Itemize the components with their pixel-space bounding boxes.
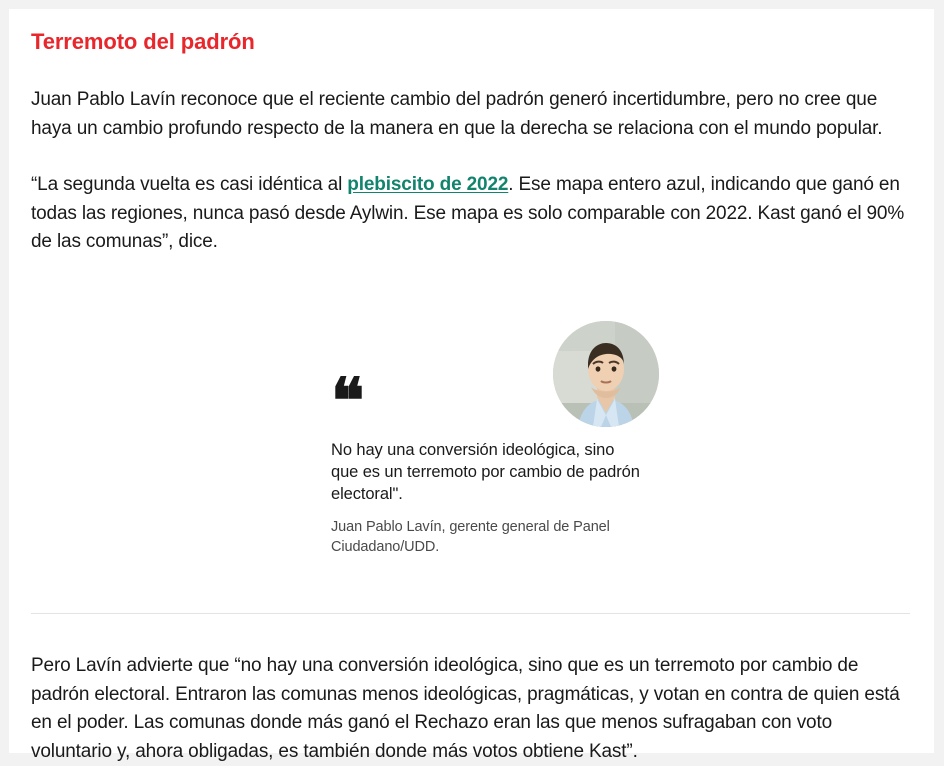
page-title: Terremoto del padrón — [31, 29, 255, 54]
page-left-gutter — [0, 0, 9, 753]
section-divider — [31, 613, 910, 614]
pullquote-attribution: Juan Pablo Lavín, gerente general de Panel Ciudadano/UDD. — [331, 518, 610, 555]
page-right-gutter — [934, 0, 944, 753]
article-paragraph-1: Juan Pablo Lavín reconoce que el reciente cambio del padrón generó incertidumbre, pero no cree que haya un cambio profundo respecto de la manera en que la derecha se relaciona con el mundo popular. — [31, 89, 883, 139]
avatar — [553, 321, 659, 427]
paragraph-2-lead: “La segunda vuelta es casi idéntica al — [31, 174, 348, 195]
quote-mark-icon: ❝ — [331, 366, 363, 436]
pullquote-block — [31, 321, 910, 586]
paragraph-2-tail: . Ese mapa entero azul, indicando que ganó en todas las regiones, nunca pasó desde Aylwin. Ese mapa es solo comparable con 2022. Kast ganó el 90% de las comunas”, dice. — [31, 174, 905, 252]
page-top-gutter — [0, 0, 944, 9]
pullquote-text: No hay una conversión ideológica, sino que es un terremoto por cambio de padrón electoral". — [331, 440, 640, 503]
article-paragraph-3: Pero Lavín advierte que “no hay una conversión ideológica, sino que es un terremoto por cambio de padrón electoral. Entraron las comunas menos ideológicas, pragmáticas, y votan en contra de quien está en el poder. Las comunas donde más ganó el Rechazo eran las que menos sufragaban con voto voluntario y, ahora obligadas, es también donde más votos obtiene Kast”. — [31, 655, 900, 762]
article-paragraph-2 — [31, 171, 910, 257]
article-content — [9, 9, 934, 762]
plebiscito-2022-link[interactable]: plebiscito de 2022 — [347, 174, 509, 195]
